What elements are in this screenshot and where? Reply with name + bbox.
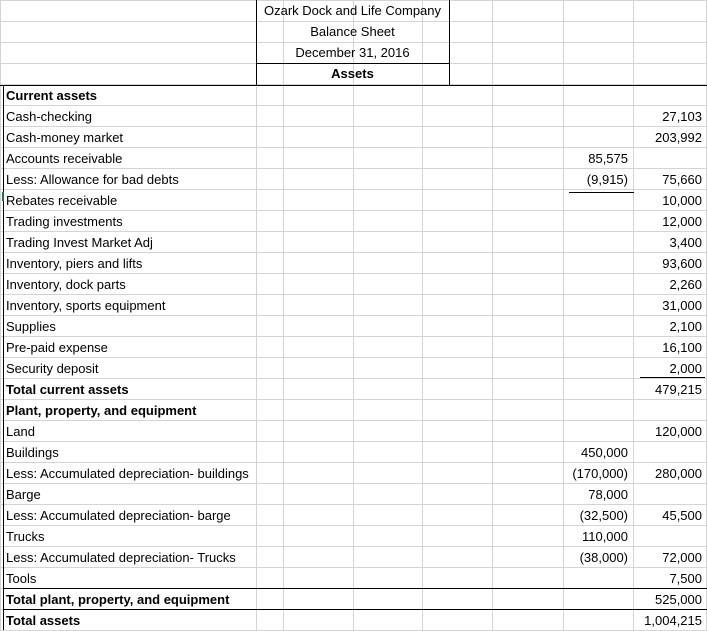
row-amount[interactable]: 479,215 (655, 382, 702, 397)
row-subamount[interactable]: 85,575 (588, 151, 628, 166)
row-label[interactable]: Less: Allowance for bad debts (6, 172, 179, 187)
table-border-top (0, 85, 707, 86)
row-amount[interactable]: 2,260 (669, 277, 702, 292)
row-amount[interactable]: 2,000 (669, 361, 702, 376)
row-label[interactable]: Total current assets (6, 382, 129, 397)
row-label[interactable]: Cash-money market (6, 130, 124, 145)
row-label[interactable]: Less: Accumulated depreciation- barge (6, 508, 231, 523)
section-title-cell[interactable] (0, 63, 707, 84)
company-name: Ozark Dock and Life Company (263, 3, 442, 18)
row-subamount[interactable]: (170,000) (572, 466, 628, 481)
row-label[interactable]: Security deposit (6, 361, 99, 376)
row-amount[interactable]: 45,500 (662, 508, 702, 523)
row-amount[interactable]: 525,000 (655, 592, 702, 607)
title-border-right (449, 0, 450, 85)
row-label[interactable]: Supplies (6, 319, 56, 334)
row-label[interactable]: Barge (6, 487, 41, 502)
subtotal-underline (569, 192, 634, 193)
statement-date-cell[interactable] (0, 42, 707, 63)
row-subamount[interactable]: (32,500) (579, 508, 628, 523)
row-label[interactable]: Accounts receivable (6, 151, 123, 166)
row-amount[interactable]: 2,100 (669, 319, 702, 334)
row-label[interactable]: Current assets (6, 88, 98, 103)
company-name-cell[interactable] (0, 0, 707, 21)
statement-name: Balance Sheet (310, 24, 395, 39)
row-amount[interactable]: 7,500 (669, 571, 702, 586)
title-border-left (256, 0, 257, 85)
row-amount[interactable]: 1,004,215 (644, 613, 702, 628)
row-amount[interactable]: 3,400 (669, 235, 702, 250)
row-subamount[interactable]: (38,000) (579, 550, 628, 565)
row-label[interactable]: Total plant, property, and equipment (6, 592, 230, 607)
row-subamount[interactable]: 110,000 (581, 529, 628, 544)
row-amount[interactable]: 31,000 (662, 298, 702, 313)
row-label[interactable]: Land (6, 424, 35, 439)
row-label[interactable]: Rebates receivable (6, 193, 118, 208)
table-border-left (3, 85, 4, 630)
active-cell-marker (2, 192, 4, 201)
row-amount[interactable]: 27,103 (662, 109, 702, 124)
row-amount[interactable]: 75,660 (662, 172, 702, 187)
statement-name-cell[interactable] (0, 21, 707, 42)
row-label[interactable]: Less: Accumulated depreciation- Trucks (6, 550, 236, 565)
row-amount[interactable]: 16,100 (662, 340, 702, 355)
row-amount[interactable]: 203,992 (655, 130, 702, 145)
row-subamount[interactable]: (9,915) (586, 172, 628, 187)
row-label[interactable]: Inventory, piers and lifts (6, 256, 143, 271)
row-amount[interactable]: 12,000 (662, 214, 702, 229)
row-label[interactable]: Inventory, sports equipment (6, 298, 166, 313)
row-label[interactable]: Trading Invest Market Adj (6, 235, 153, 250)
row-label[interactable]: Trading investments (6, 214, 123, 229)
row-label[interactable]: Pre-paid expense (6, 340, 108, 355)
row-label[interactable]: Plant, property, and equipment (6, 403, 197, 418)
row-subamount[interactable]: 450,000 (581, 445, 628, 460)
row-label[interactable]: Tools (6, 571, 37, 586)
statement-date: December 31, 2016 (295, 45, 410, 60)
row-subamount[interactable]: 78,000 (588, 487, 628, 502)
row-amount[interactable]: 10,000 (662, 193, 702, 208)
row-label[interactable]: Less: Accumulated depreciation- buildings (6, 466, 249, 481)
row-label[interactable]: Inventory, dock parts (6, 277, 126, 292)
row-label[interactable]: Cash-checking (6, 109, 92, 124)
row-amount[interactable]: 120,000 (655, 424, 702, 439)
row-label[interactable]: Buildings (6, 445, 59, 460)
gridline (0, 105, 707, 106)
section-title-border-top (256, 63, 450, 64)
row-amount[interactable]: 280,000 (655, 466, 702, 481)
row-label[interactable]: Total assets (6, 613, 81, 628)
row-amount[interactable]: 93,600 (662, 256, 702, 271)
row-amount[interactable]: 72,000 (662, 550, 702, 565)
row-label[interactable]: Trucks (6, 529, 45, 544)
section-title: Assets (331, 66, 374, 81)
